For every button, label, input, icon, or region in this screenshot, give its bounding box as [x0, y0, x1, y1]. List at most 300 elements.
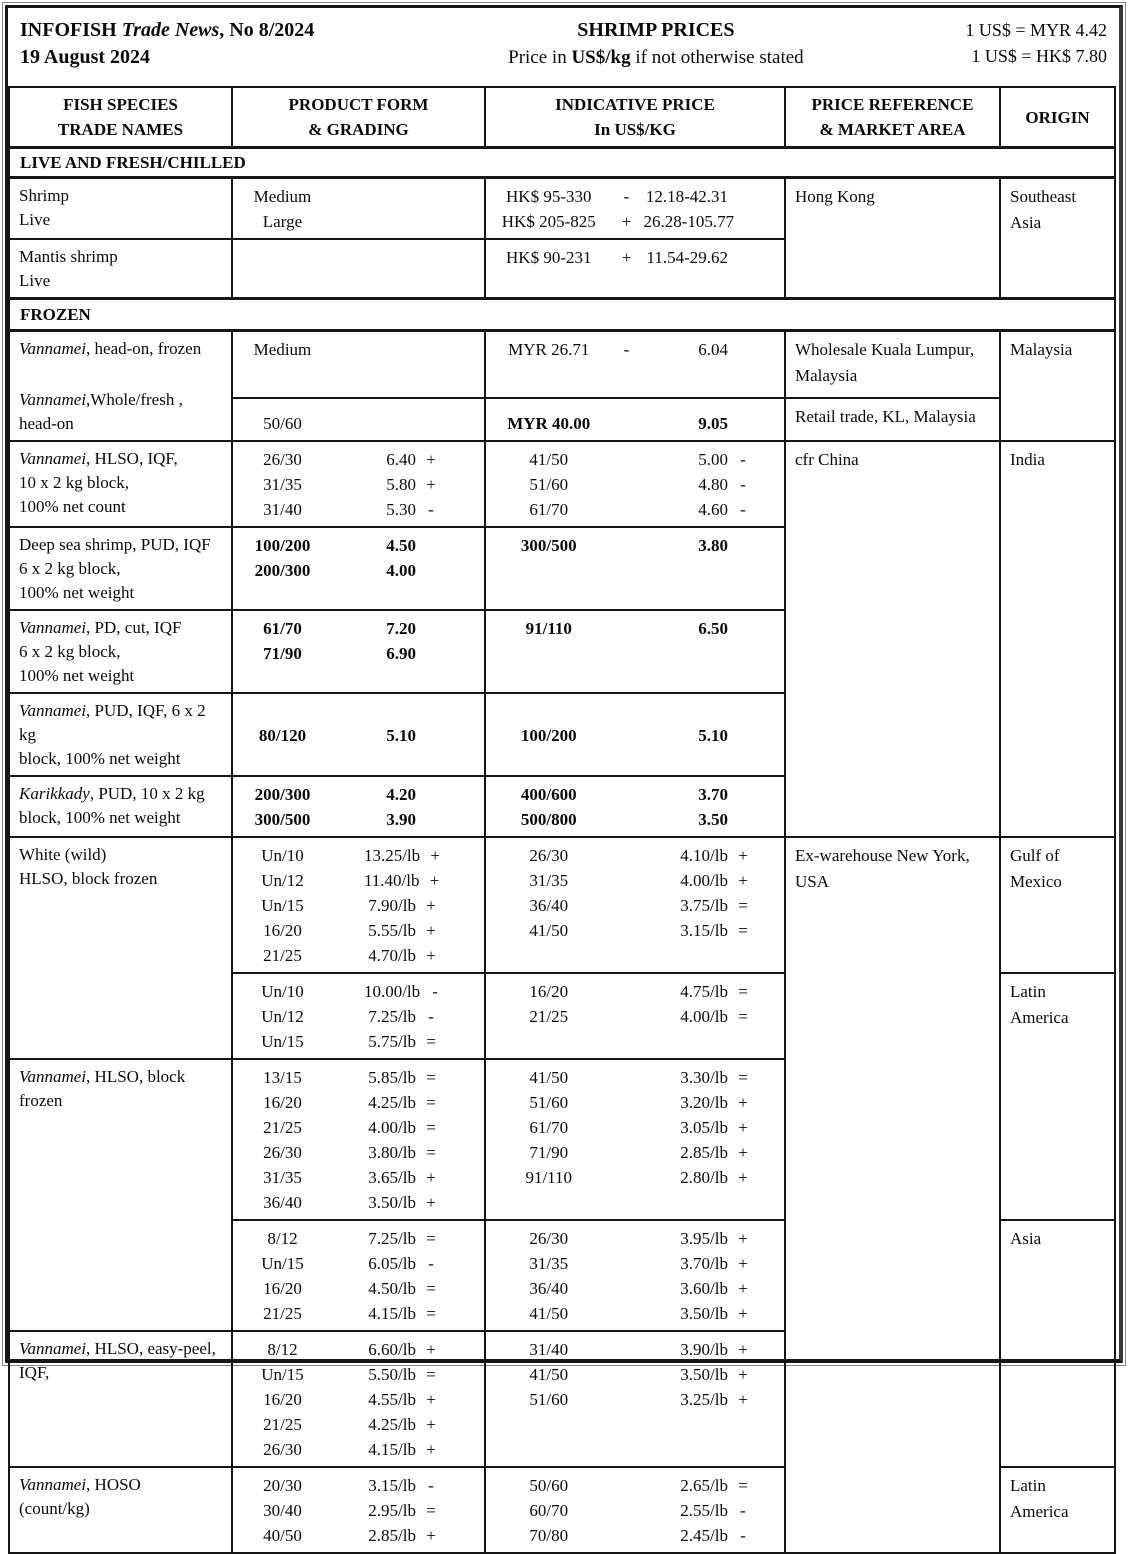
grading-value: 70/80 — [529, 1526, 569, 1545]
origin-cell — [1000, 441, 1115, 837]
price-value: 3.15/lb — [680, 921, 728, 940]
price-value: 3.50/lb — [680, 1365, 728, 1384]
species-line — [19, 640, 225, 664]
price-value: 4.25/lb — [368, 1093, 416, 1112]
price-line — [235, 979, 446, 1004]
price-value: 3.30/lb — [680, 1068, 728, 1087]
form-grading-cell — [232, 693, 485, 776]
species-text: , HLSO, IQF, — [86, 449, 178, 468]
price-value: 3.65/lb — [368, 1168, 416, 1187]
trend-indicator: = — [426, 1143, 436, 1162]
trend-indicator: + — [426, 1193, 436, 1212]
species-text: Live — [19, 210, 51, 229]
price-line — [235, 1065, 446, 1090]
species-line — [19, 581, 225, 605]
price-line — [235, 782, 446, 807]
trend-indicator: + — [429, 871, 440, 890]
price-value: 2.85/lb — [368, 1526, 416, 1545]
species-line — [19, 208, 225, 232]
species-line — [19, 557, 225, 581]
price-line — [488, 1090, 758, 1115]
form-grading-cell — [232, 331, 485, 399]
reference-line: Hong Kong — [795, 187, 875, 206]
price-line — [488, 616, 758, 641]
price-value: 4.00/lb — [680, 1007, 728, 1026]
grading-value: 31/35 — [529, 1254, 569, 1273]
species-text: , HLSO, easy-peel, — [86, 1339, 216, 1358]
price-value: 4.20 — [386, 785, 416, 804]
trend-indicator: - — [623, 340, 630, 359]
document-page — [2, 2, 1126, 1545]
trend-indicator: + — [430, 846, 440, 865]
origin-cell — [1000, 1220, 1115, 1467]
price-reference-cell — [785, 331, 1000, 399]
reference-line: USA — [795, 872, 830, 891]
price-line — [235, 1090, 446, 1115]
grading-value: 200/300 — [254, 785, 311, 804]
species-name: Vannamei — [19, 339, 87, 358]
trend-indicator: = — [738, 1476, 748, 1495]
trend-indicator: = — [738, 982, 748, 1001]
column-header-indicative-price: INDICATIVE PRICE In US$/KG — [485, 87, 785, 148]
species-cell — [9, 441, 232, 527]
species-line — [19, 495, 225, 519]
grading-value: 51/60 — [529, 475, 569, 494]
trend-indicator: + — [738, 846, 748, 865]
trend-indicator: + — [738, 1143, 748, 1162]
price-line — [235, 337, 446, 362]
grading-value: 31/40 — [529, 1340, 569, 1359]
section-label: LIVE AND FRESH/CHILLED — [9, 148, 1115, 178]
grading-value: 30/40 — [263, 1501, 302, 1520]
price-value: 3.70/lb — [680, 1254, 728, 1273]
column-header-product-form: PRODUCT FORM & GRADING — [232, 87, 485, 148]
price-line — [235, 807, 446, 832]
trend-indicator: + — [426, 475, 436, 494]
price-value: 4.75/lb — [680, 982, 728, 1001]
price-value: 5.80 — [386, 475, 416, 494]
price-line — [488, 807, 758, 832]
price-line — [235, 723, 446, 748]
trend-indicator: - — [740, 1501, 746, 1520]
table-row — [9, 837, 1115, 973]
grading-value: 26/30 — [263, 450, 302, 469]
price-value: 10.00/lb — [363, 982, 421, 1001]
form-grading-cell — [232, 441, 485, 527]
species-line — [19, 723, 225, 747]
price-value: 3.80/lb — [368, 1143, 416, 1162]
grading-value: 36/40 — [263, 1193, 302, 1212]
origin-line: America — [1010, 1008, 1069, 1027]
price-line — [488, 1337, 758, 1362]
document-frame — [5, 5, 1123, 1545]
trend-indicator: + — [738, 1093, 748, 1112]
trend-indicator: = — [426, 1118, 436, 1137]
species-text: 6 x 2 kg block, — [19, 642, 121, 661]
price-line — [488, 1301, 758, 1326]
grading-value: 16/20 — [263, 1279, 302, 1298]
price-value: 4.00/lb — [368, 1118, 416, 1137]
price-value: 13.25/lb — [363, 846, 421, 865]
trend-indicator: + — [426, 450, 436, 469]
trend-indicator: = — [426, 1229, 436, 1248]
species-text: block, 100% net weight — [19, 808, 181, 827]
species-name: Vannamei — [19, 390, 87, 409]
species-text: Shrimp — [19, 186, 70, 205]
price-line — [235, 1523, 446, 1548]
grading-value: 21/25 — [529, 1007, 569, 1026]
grading-value: 61/70 — [529, 1118, 569, 1137]
price-line — [488, 245, 758, 270]
grading-value: 21/25 — [263, 946, 302, 965]
price-value: 6.05/lb — [368, 1254, 416, 1273]
price-line — [235, 184, 446, 209]
price-value: 3.20/lb — [680, 1093, 728, 1112]
price-value: 4.70/lb — [368, 946, 416, 965]
price-reference-cell — [785, 837, 1000, 1553]
species-line — [19, 388, 225, 412]
table-row — [9, 331, 1115, 399]
trend-indicator: - — [428, 1254, 434, 1273]
header-row — [9, 87, 1115, 148]
grading-value: 61/70 — [263, 619, 302, 638]
trend-indicator: - — [432, 982, 438, 1001]
grading-value: 50/60 — [263, 414, 302, 433]
price-line — [235, 1115, 446, 1140]
price-value: 2.65/lb — [680, 1476, 728, 1495]
species-text: kg — [19, 725, 36, 744]
species-line — [19, 867, 225, 891]
trend-indicator: + — [738, 1340, 748, 1359]
species-line — [19, 1089, 225, 1113]
grading-value: 91/110 — [525, 1168, 573, 1187]
trend-indicator: - — [740, 450, 746, 469]
price-line — [488, 447, 758, 472]
trend-indicator: - — [428, 500, 434, 519]
species-name: Vannamei — [19, 618, 87, 637]
species-cell — [9, 693, 232, 776]
species-cell — [9, 1059, 232, 1331]
price-line — [235, 943, 446, 968]
price-line — [488, 472, 758, 497]
species-text: HLSO, block frozen — [19, 869, 158, 888]
price-value: 3.25/lb — [680, 1390, 728, 1409]
grading-value: HK$ 205-825 — [501, 212, 596, 231]
price-value: 3.95/lb — [680, 1229, 728, 1248]
price-line — [235, 1362, 446, 1387]
species-line — [19, 1361, 225, 1385]
origin-line: Asia — [1010, 1229, 1042, 1248]
price-value: 6.50 — [698, 619, 728, 638]
price-value: 2.80/lb — [680, 1168, 728, 1187]
price-value: 3.80 — [698, 536, 728, 555]
price-line — [235, 1251, 446, 1276]
grading-value: 91/110 — [525, 619, 572, 638]
species-text: , HOSO — [86, 1475, 141, 1494]
form-grading-cell — [232, 837, 485, 973]
species-line — [19, 245, 225, 269]
species-line — [19, 843, 225, 867]
price-reference-cell — [785, 441, 1000, 837]
grading-value: 31/35 — [263, 1168, 302, 1187]
species-line — [19, 664, 225, 688]
trend-indicator: + — [621, 248, 632, 267]
grading-value: 200/300 — [254, 561, 311, 580]
trend-indicator: + — [738, 1279, 748, 1298]
origin-line: India — [1010, 450, 1045, 469]
grading-value: Un/12 — [261, 1007, 304, 1026]
grading-value: 41/50 — [529, 1365, 569, 1384]
trend-indicator: - — [740, 1526, 746, 1545]
trend-indicator: + — [621, 212, 632, 231]
trend-indicator: + — [738, 1254, 748, 1273]
price-line — [235, 1190, 446, 1215]
form-grading-cell — [232, 1467, 485, 1553]
species-text: 10 x 2 kg block, — [19, 473, 130, 492]
grading-value: 50/60 — [529, 1476, 569, 1495]
species-cell — [9, 239, 232, 299]
price-line — [488, 497, 758, 522]
price-line — [488, 893, 758, 918]
origin-cell — [1000, 973, 1115, 1220]
price-line — [488, 1065, 758, 1090]
trend-indicator: + — [738, 1118, 748, 1137]
trend-indicator: - — [740, 500, 746, 519]
species-text: , PD, cut, IQF — [86, 618, 182, 637]
price-line — [235, 1004, 446, 1029]
form-grading-cell — [232, 239, 485, 299]
form-grading-cell — [232, 178, 485, 240]
grading-value: 41/50 — [529, 1304, 569, 1323]
species-text: 100% net weight — [19, 583, 135, 602]
species-text: frozen — [19, 1091, 63, 1110]
grading-value: 40/50 — [263, 1526, 302, 1545]
trend-indicator: = — [426, 1501, 436, 1520]
price-value: 3.90/lb — [680, 1340, 728, 1359]
price-line — [488, 184, 758, 209]
section-label: FROZEN — [9, 299, 1115, 331]
price-value: 7.20 — [386, 619, 416, 638]
grading-value: 26/30 — [263, 1440, 302, 1459]
trend-indicator: + — [738, 871, 748, 890]
origin-cell — [1000, 178, 1115, 299]
species-cell — [9, 610, 232, 693]
price-line — [488, 1276, 758, 1301]
reference-line: cfr China — [795, 450, 859, 469]
indicative-price-cell — [485, 973, 785, 1059]
trend-indicator: = — [426, 1068, 436, 1087]
indicative-price-cell — [485, 398, 785, 441]
column-header-price-reference: PRICE REFERENCE & MARKET AREA — [785, 87, 1000, 148]
species-text: Deep sea shrimp, PUD, IQF — [19, 535, 211, 554]
price-value: 7.25/lb — [368, 1007, 416, 1026]
species-cell — [9, 331, 232, 442]
price-value: 5.10 — [386, 725, 416, 745]
price-value: 5.00 — [698, 450, 728, 469]
species-name: Vannamei — [19, 449, 87, 468]
origin-cell — [1000, 331, 1115, 442]
price-line — [488, 1115, 758, 1140]
grading-value: 41/50 — [529, 921, 569, 940]
price-line — [235, 447, 446, 472]
grading-value: Un/15 — [261, 1254, 304, 1273]
price-value: 2.95/lb — [368, 1501, 416, 1520]
price-line — [488, 337, 758, 362]
species-name: Vannamei — [19, 1339, 87, 1358]
price-line — [235, 1029, 446, 1054]
price-line — [488, 918, 758, 943]
indicative-price-cell — [485, 610, 785, 693]
species-line — [19, 1065, 225, 1089]
species-line — [19, 616, 225, 640]
price-line — [235, 411, 446, 436]
species-text: 100% net count — [19, 497, 126, 516]
species-cell — [9, 1331, 232, 1467]
indicative-price-cell — [485, 527, 785, 610]
trend-indicator: + — [426, 1440, 436, 1459]
indicative-price-cell — [485, 1467, 785, 1553]
origin-cell — [1000, 1467, 1115, 1553]
price-value: 6.40 — [386, 450, 416, 469]
species-text: ,Whole/fresh , — [86, 390, 183, 409]
grading-value: Large — [262, 212, 303, 231]
price-value: 6.04 — [698, 340, 728, 359]
price-value: 4.80 — [698, 475, 728, 494]
grading-value: MYR 26.71 — [508, 340, 590, 359]
price-value: 4.00/lb — [680, 871, 728, 890]
species-text: Live — [19, 271, 51, 290]
price-line — [488, 782, 758, 807]
grading-value: Un/15 — [261, 896, 304, 915]
price-value: 5.75/lb — [368, 1032, 416, 1051]
price-line — [488, 1523, 758, 1548]
trend-indicator: = — [738, 1068, 748, 1087]
column-header-origin: ORIGIN — [1000, 87, 1115, 148]
trend-indicator: = — [426, 1365, 436, 1384]
grading-value: 26/30 — [529, 846, 569, 865]
price-value: 3.50/lb — [368, 1193, 416, 1212]
price-value: 26.28-105.77 — [643, 212, 735, 231]
exchange-rate-myr: 1 US$ = MYR 4.42 — [965, 20, 1107, 40]
price-value: 12.18-42.31 — [645, 187, 728, 206]
grading-value: 16/20 — [263, 1093, 302, 1112]
grading-value: 300/500 — [254, 810, 311, 829]
price-line — [488, 533, 758, 558]
species-line — [19, 471, 225, 495]
trend-indicator: - — [428, 1007, 434, 1026]
species-text: , HLSO, block — [86, 1067, 186, 1086]
price-value: 4.60 — [698, 500, 728, 519]
price-value: 6.90 — [386, 644, 416, 663]
price-value: 5.10 — [698, 725, 728, 745]
origin-line: Mexico — [1010, 872, 1062, 891]
grading-value: 8/12 — [267, 1340, 298, 1359]
species-text: , PUD, 10 x 2 kg — [89, 784, 205, 803]
price-line — [235, 868, 446, 893]
price-value: 4.55/lb — [368, 1390, 416, 1409]
price-value: 5.55/lb — [368, 921, 416, 940]
grading-value: Medium — [253, 340, 312, 359]
indicative-price-cell — [485, 693, 785, 776]
price-value: 6.60/lb — [368, 1340, 416, 1359]
masthead-left — [20, 17, 455, 86]
trend-indicator: + — [738, 1304, 748, 1323]
grading-value: 26/30 — [263, 1143, 302, 1162]
species-text: , head-on, frozen — [86, 339, 202, 358]
origin-cell — [1000, 837, 1115, 973]
species-cell — [9, 527, 232, 610]
price-table — [8, 86, 1116, 1554]
price-value: 4.50/lb — [368, 1279, 416, 1298]
price-value: 2.85/lb — [680, 1143, 728, 1162]
publication-issue: , No 8/2024 — [219, 19, 315, 41]
price-line — [235, 558, 446, 583]
species-name: Karikkady — [19, 784, 90, 803]
section-row — [9, 299, 1115, 331]
trend-indicator: = — [738, 921, 748, 940]
page-subtitle: Price in US$/kg if not otherwise stated — [508, 47, 804, 68]
masthead — [8, 8, 1119, 86]
form-grading-cell — [232, 1331, 485, 1467]
grading-value: 16/20 — [263, 1390, 302, 1409]
trend-indicator: - — [623, 187, 630, 206]
trend-indicator: + — [426, 946, 436, 965]
grading-value: Un/10 — [261, 982, 304, 1001]
species-text: 6 x 2 kg block, — [19, 559, 121, 578]
price-line — [488, 209, 758, 234]
grading-value: 100/200 — [520, 725, 577, 745]
grading-value: 16/20 — [263, 921, 302, 940]
grading-value: 20/30 — [263, 1476, 302, 1495]
grading-value: 16/20 — [529, 982, 569, 1001]
species-name: Vannamei — [19, 1475, 87, 1494]
species-text: (count/kg) — [19, 1499, 90, 1518]
species-text: Mantis shrimp — [19, 247, 118, 266]
species-line — [19, 806, 225, 830]
grading-value: 31/35 — [263, 475, 302, 494]
price-value: 4.50 — [386, 536, 416, 555]
form-grading-cell — [232, 1059, 485, 1220]
indicative-price-cell — [485, 331, 785, 399]
price-value: 5.85/lb — [368, 1068, 416, 1087]
price-value: 4.10/lb — [680, 846, 728, 865]
price-value: 3.75/lb — [680, 896, 728, 915]
price-line — [235, 472, 446, 497]
price-value: 5.30 — [386, 500, 416, 519]
grading-value: 36/40 — [529, 896, 569, 915]
reference-line: Malaysia — [795, 366, 858, 385]
price-line — [488, 1165, 758, 1190]
grading-value: Un/12 — [261, 871, 304, 890]
indicative-price-cell — [485, 1220, 785, 1331]
species-cell — [9, 1467, 232, 1553]
price-line — [488, 1362, 758, 1387]
price-value: 11.40/lb — [363, 871, 420, 890]
species-name: Vannamei — [19, 1067, 87, 1086]
grading-value: 51/60 — [529, 1390, 569, 1409]
grading-value: 31/35 — [529, 871, 569, 890]
price-value: 2.45/lb — [680, 1526, 728, 1545]
price-reference-cell — [785, 398, 1000, 441]
trend-indicator: + — [426, 1390, 436, 1409]
price-line — [235, 533, 446, 558]
trend-indicator: = — [426, 1093, 436, 1112]
species-cell — [9, 178, 232, 240]
form-grading-cell — [232, 527, 485, 610]
price-value: 4.15/lb — [368, 1440, 416, 1459]
origin-line: Malaysia — [1010, 340, 1073, 359]
trend-indicator: + — [426, 1168, 436, 1187]
